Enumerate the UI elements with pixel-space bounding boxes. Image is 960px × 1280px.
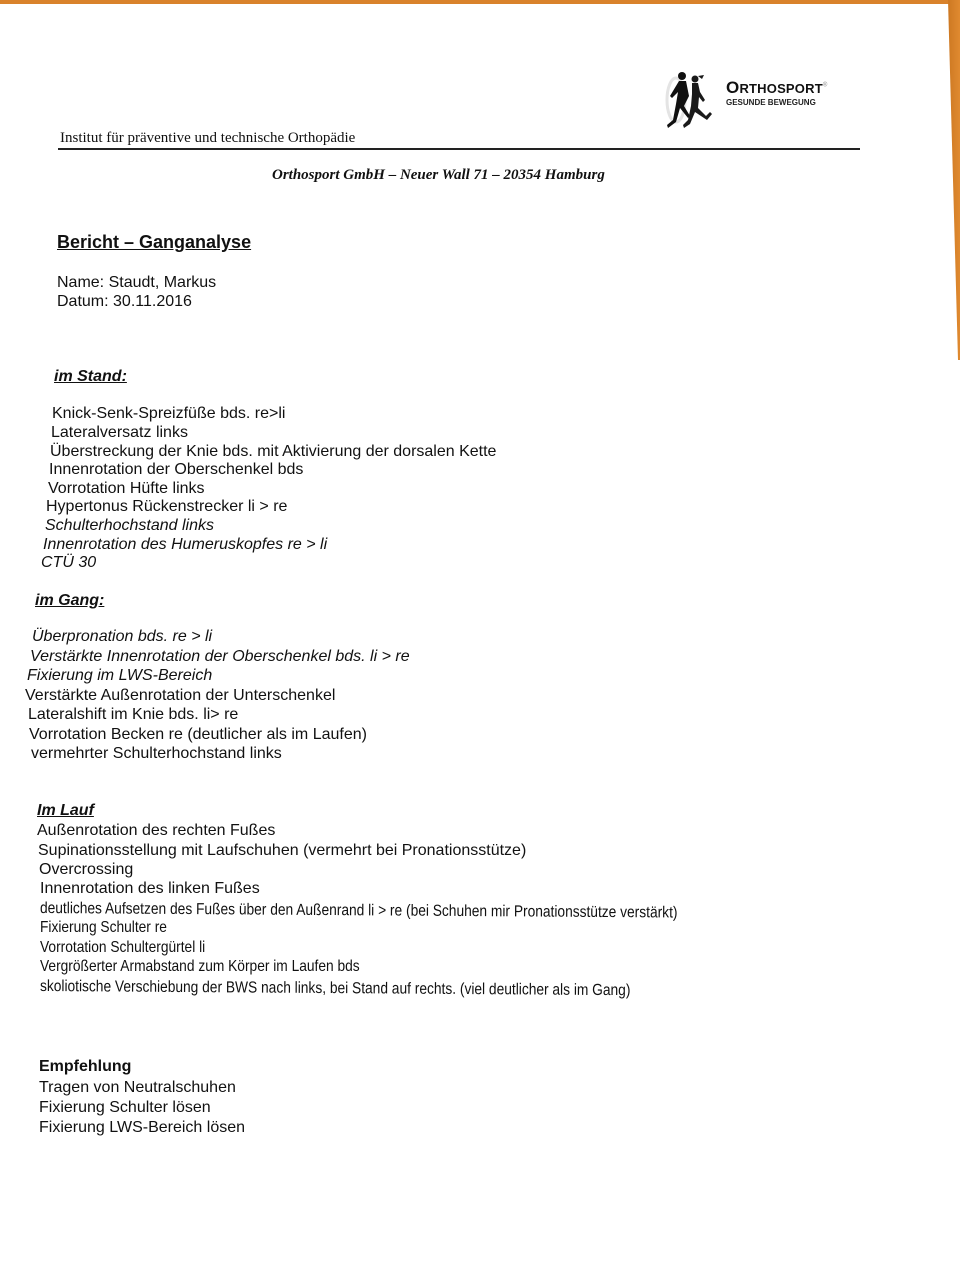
- finding-item: Vorrotation Hüfte links: [48, 480, 205, 497]
- section-heading-stand: im Stand:: [54, 368, 127, 385]
- finding-item: Fixierung im LWS-Bereich: [27, 667, 213, 684]
- finding-item: Supinationsstellung mit Laufschuhen (vermehrt bei Pronationsstütze): [38, 842, 527, 859]
- finding-item: vermehrter Schulterhochstand links: [31, 745, 282, 762]
- logo-brand-first: O: [726, 78, 740, 97]
- recommendation-item: Tragen von Neutralschuhen: [39, 1079, 236, 1096]
- logo-tagline: GESUNDE BEWEGUNG: [726, 98, 816, 107]
- runners-icon: [662, 70, 722, 140]
- finding-item: Innenrotation des Humeruskopfes re > li: [43, 536, 328, 553]
- institute-name: Institut für präventive und technische Orthopädie: [60, 130, 356, 146]
- finding-item: Außenrotation des rechten Fußes: [37, 822, 276, 839]
- finding-item: Schulterhochstand links: [45, 517, 214, 534]
- finding-item: Vergrößerter Armabstand zum Körper im Laufen bds: [40, 958, 360, 975]
- finding-item: CTÜ 30: [41, 554, 97, 571]
- finding-item: Overcrossing: [39, 861, 134, 878]
- finding-item: Überstreckung der Knie bds. mit Aktivierung der dorsalen Kette: [50, 443, 497, 460]
- finding-item: Überpronation bds. re > li: [32, 628, 213, 645]
- finding-item: Lateralshift im Knie bds. li> re: [28, 706, 239, 723]
- finding-item: Vorrotation Becken re (deutlicher als im Laufen): [29, 726, 367, 743]
- finding-item: Knick-Senk-Spreizfüße bds. re>li: [52, 405, 286, 422]
- section-heading-empfehlung: Empfehlung: [39, 1058, 132, 1075]
- finding-item: Lateralversatz links: [51, 424, 188, 441]
- finding-item: Innenrotation der Oberschenkel bds: [49, 461, 304, 478]
- finding-item: Verstärkte Außenrotation der Unterschenkel: [25, 687, 336, 704]
- logo-registered: ®: [822, 82, 828, 89]
- logo-brand: [726, 78, 827, 98]
- patient-name: Name: Staudt, Markus: [57, 274, 217, 291]
- recommendation-item: Fixierung Schulter lösen: [39, 1099, 211, 1116]
- background-wood-top: [0, 0, 960, 4]
- background-wood-right: [942, 0, 960, 360]
- finding-item: Fixierung Schulter re: [40, 919, 167, 936]
- orthosport-logo: [662, 70, 862, 140]
- company-address: Orthosport GmbH – Neuer Wall 71 – 20354 Hamburg: [272, 167, 605, 183]
- report-date: Datum: 30.11.2016: [57, 293, 192, 310]
- finding-item: Innenrotation des linken Fußes: [40, 880, 260, 897]
- section-heading-lauf: Im Lauf: [37, 802, 94, 819]
- header-rule: [58, 148, 860, 150]
- recommendation-item: Fixierung LWS-Bereich lösen: [39, 1119, 246, 1136]
- finding-item: Vorrotation Schultergürtel li: [40, 939, 206, 956]
- logo-brand-rest: RTHOSPORT: [739, 81, 823, 96]
- finding-item: Verstärkte Innenrotation der Oberschenkel bds. li > re: [30, 648, 410, 665]
- finding-item: Hypertonus Rückenstrecker li > re: [46, 498, 288, 515]
- section-heading-gang: im Gang:: [35, 592, 105, 609]
- report-title: Bericht – Ganganalyse: [57, 232, 252, 252]
- finding-item: skoliotische Verschiebung der BWS nach links, bei Stand auf rechts. (viel deutlicher als im Gang): [39, 978, 631, 1000]
- finding-item: deutliches Aufsetzen des Fußes über den Außenrand li > re (bei Schuhen mir Pronationsstütze verstärkt): [39, 900, 678, 922]
